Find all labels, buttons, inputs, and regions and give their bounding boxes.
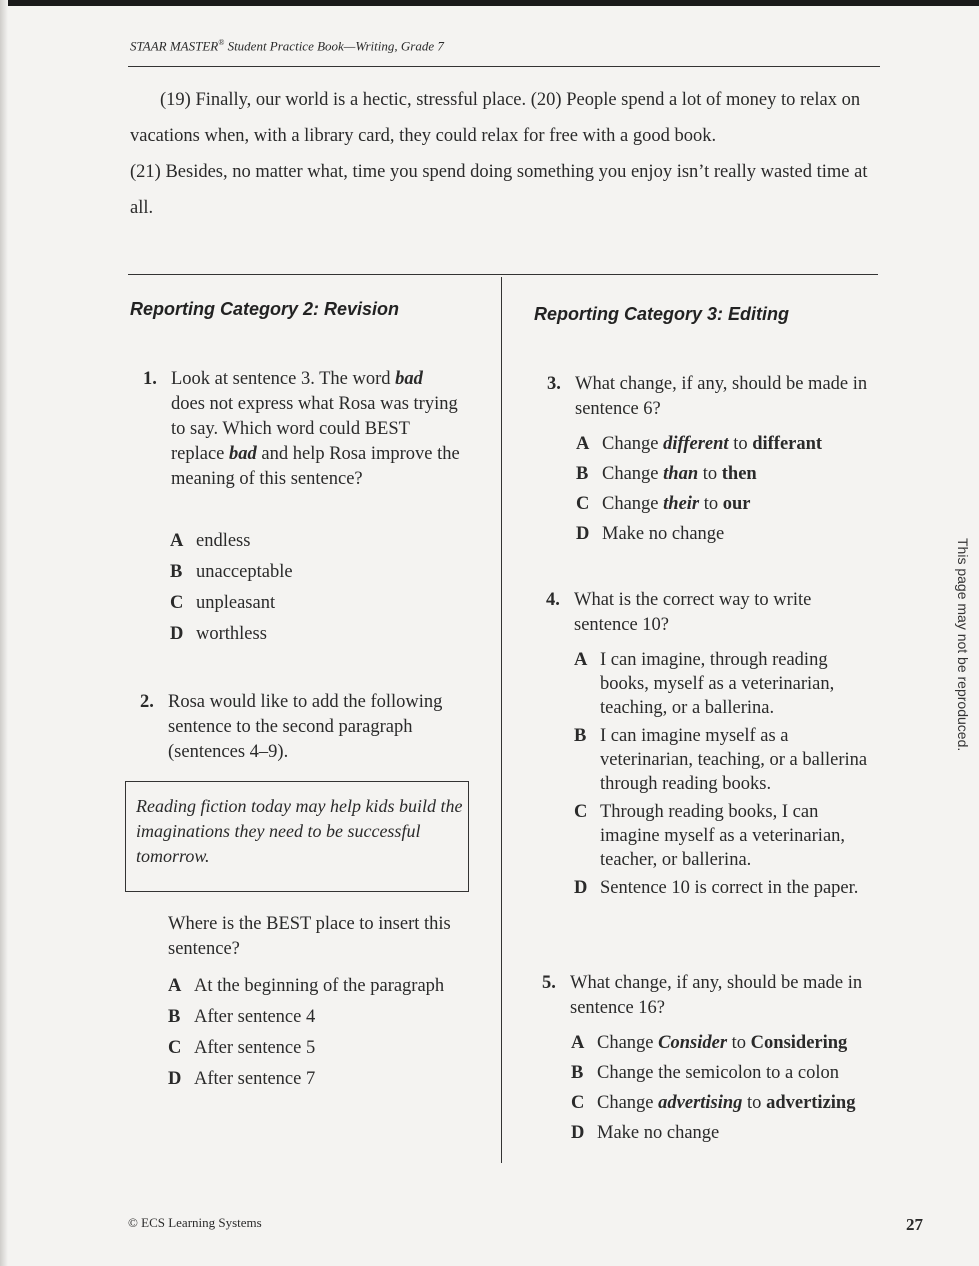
answer-option[interactable]: C Through reading books, I can imagine myself as a veterinarian, teacher, or ballerina.	[574, 802, 846, 870]
question-2-options	[168, 974, 444, 1091]
answer-option[interactable]: A endless	[170, 531, 251, 551]
answer-option[interactable]: D Make no change	[571, 1123, 720, 1143]
answer-option[interactable]: C Change advertising to advertizing	[571, 1093, 856, 1113]
page-number: 27	[906, 1215, 923, 1234]
question-number: 4.	[546, 590, 560, 610]
insert-sentence: Reading fiction today may help kids build the imaginations they need to be successful tomorrow.	[136, 796, 463, 866]
answer-option[interactable]: C After sentence 5	[168, 1038, 316, 1058]
question-2-prompt: Where is the BEST place to insert this sentence?	[168, 914, 451, 959]
question-number: 3.	[547, 374, 561, 394]
question-2: 2. Rosa would like to add the following sentence to the second paragraph (sentences 4–9).	[140, 692, 443, 762]
answer-option[interactable]: B After sentence 4	[168, 1007, 316, 1027]
answer-option[interactable]: C unpleasant	[170, 593, 276, 613]
question-number: 1.	[143, 369, 157, 389]
question-1-options	[170, 529, 293, 646]
header-rule	[128, 66, 880, 67]
answer-option[interactable]: D Sentence 10 is correct in the paper.	[574, 878, 859, 898]
question-number: 5.	[542, 973, 556, 993]
section-rule	[128, 274, 878, 275]
question-5-options	[571, 1031, 855, 1145]
answer-option[interactable]: B unacceptable	[170, 562, 293, 582]
category-heading-editing: Reporting Category 3: Editing	[534, 304, 790, 324]
answer-option[interactable]: D worthless	[170, 624, 267, 644]
question-5: 5. What change, if any, should be made in sentence 16?	[542, 973, 863, 1018]
question-number: 2.	[140, 692, 154, 712]
copyright: © ECS Learning Systems	[128, 1215, 262, 1230]
answer-option[interactable]: A Change different to differant	[576, 434, 823, 454]
answer-option[interactable]: A At the beginning of the paragraph	[168, 976, 445, 996]
answer-option[interactable]: C Change their to our	[576, 494, 751, 514]
answer-option[interactable]: A I can imagine, through reading books, myself as a veterinarian, teaching, or a ballerina.	[574, 650, 835, 718]
page-edge-shadow	[0, 0, 8, 1266]
question-3-options	[576, 432, 822, 546]
top-border	[0, 0, 979, 6]
question-3: 3. What change, if any, should be made in sentence 6?	[547, 374, 868, 419]
answer-option[interactable]: B Change than to then	[576, 464, 757, 484]
passage-paragraph: (19) Finally, our world is a hectic, stressful place. (20) People spend a lot of money to relax on vacations when, with a library card, they could relax for free with a good book.	[130, 90, 861, 146]
reproduction-notice: This page may not be reproduced.	[955, 538, 971, 752]
passage-paragraph: (21) Besides, no matter what, time you spend doing something you enjoy isn’t really wasted time at all.	[130, 162, 868, 218]
answer-option[interactable]: B I can imagine myself as a veterinarian, teaching, or a ballerina through reading books.	[574, 726, 868, 794]
answer-option[interactable]: D Make no change	[576, 524, 725, 544]
question-1: 1. Look at sentence 3. The word bad does not express what Rosa was trying to say. Which word could BEST replace bad and help Rosa improve the meaning of this sentence?	[143, 369, 460, 489]
category-heading-revision: Reporting Category 2: Revision	[130, 299, 400, 319]
question-4: 4. What is the correct way to write sentence 10?	[546, 590, 812, 635]
running-header: STAAR MASTER® Student Practice Book—Writing, Grade 7	[130, 38, 444, 54]
answer-option[interactable]: D After sentence 7	[168, 1069, 316, 1089]
insert-sentence-box	[125, 781, 469, 892]
column-divider	[501, 277, 502, 1163]
answer-option[interactable]: A Change Consider to Considering	[571, 1033, 848, 1053]
passage	[130, 82, 870, 226]
answer-option[interactable]: B Change the semicolon to a colon	[571, 1063, 839, 1083]
question-4-options	[574, 648, 874, 900]
